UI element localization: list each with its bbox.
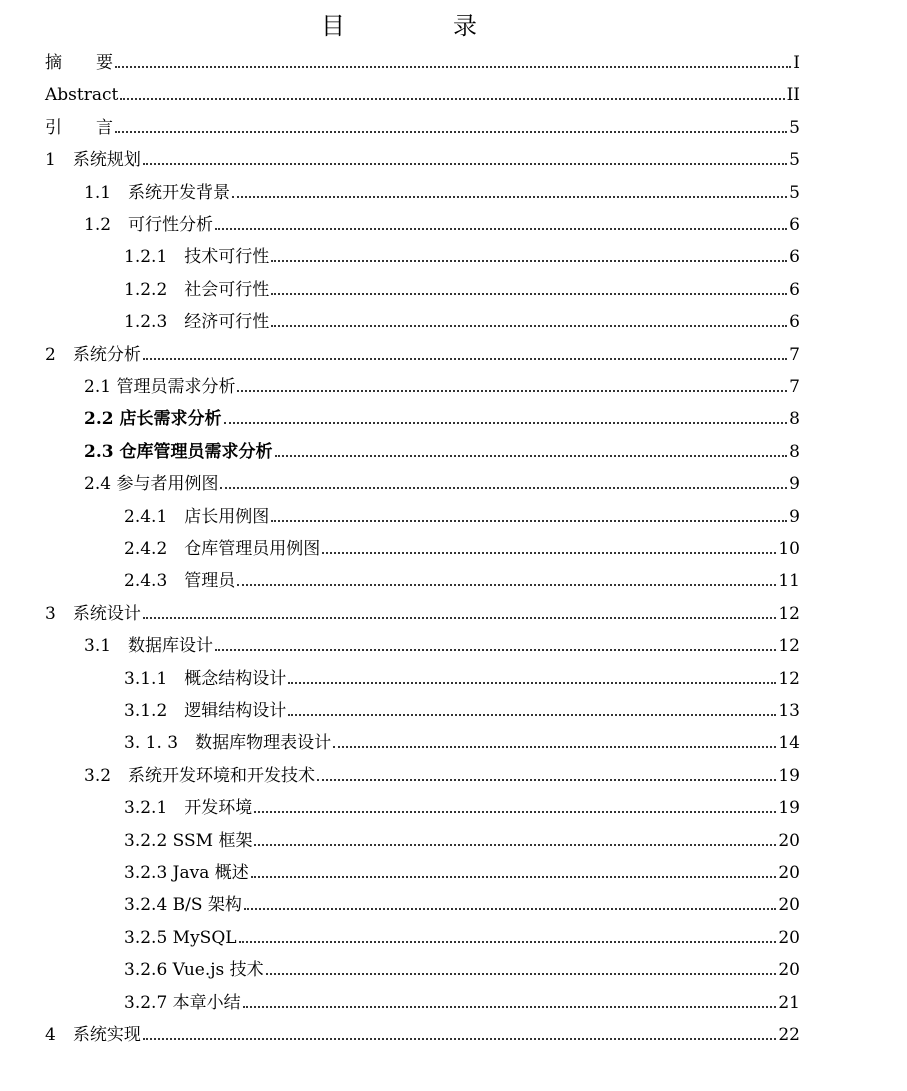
- dot-leader: [254, 844, 776, 846]
- toc-entry-label: 1.2.3 经济可行性: [124, 312, 270, 333]
- toc-entry-page-number: 11: [778, 571, 800, 592]
- dot-leader: [254, 811, 776, 813]
- toc-entry[interactable]: [45, 47, 800, 73]
- toc-entry-label: 2.4.2 仓库管理员用例图: [124, 539, 321, 559]
- toc-entry-label: 3.2 系统开发环境和开发技术: [84, 765, 316, 786]
- toc-entry-page-number: 20: [778, 927, 800, 948]
- toc-entry-label: 2.4.1 店长用例图: [124, 506, 270, 527]
- toc-entry[interactable]: [124, 825, 800, 851]
- dot-leader: [288, 682, 776, 684]
- toc-entry[interactable]: [124, 501, 800, 527]
- toc-entry[interactable]: [124, 533, 800, 559]
- dot-leader: [271, 260, 787, 262]
- dot-leader: [115, 131, 787, 133]
- dot-leader: [115, 66, 791, 68]
- toc-entry[interactable]: [45, 144, 800, 170]
- toc-entry-page-number: 12: [778, 668, 800, 689]
- toc-entry-label: 3.2.3 Java 概述: [124, 863, 249, 883]
- toc-entry-page-number: 9: [789, 506, 800, 527]
- toc-entry[interactable]: [124, 274, 800, 300]
- toc-title: 目 录: [321, 12, 519, 40]
- toc-entry-label: 3.2.4 B/S 架构: [124, 895, 242, 916]
- toc-entry-page-number: 22: [778, 1025, 800, 1045]
- toc-entry-label: 2.1 管理员需求分析: [84, 377, 236, 397]
- toc-entry-page-number: 9: [789, 474, 800, 495]
- toc-entry[interactable]: [45, 79, 800, 105]
- toc-entry-label: 3 系统设计: [45, 603, 141, 624]
- toc-entry-label: 3.1.2 逻辑结构设计: [124, 701, 287, 721]
- dot-leader: [251, 876, 777, 878]
- toc-entry-page-number: 12: [778, 603, 800, 624]
- toc-entry-label: 3.1 数据库设计: [84, 636, 214, 657]
- toc-entry-label: 3.2.7 本章小结: [124, 992, 241, 1013]
- toc-entry-page-number: 6: [789, 215, 800, 235]
- dot-leader: [215, 649, 776, 651]
- dot-leader: [333, 746, 776, 748]
- toc-entry-label: 2.4.3 管理员: [124, 571, 236, 592]
- toc-entry-label: 3.2.2 SSM 框架: [124, 830, 253, 851]
- toc-entry-page-number: 5: [789, 150, 800, 171]
- toc-entry-page-number: 6: [789, 312, 800, 333]
- toc-entry-label: 摘 要: [45, 53, 113, 73]
- toc-entry[interactable]: [84, 403, 800, 429]
- toc-entry[interactable]: [124, 663, 800, 689]
- toc-entry[interactable]: [124, 306, 800, 332]
- toc-entry[interactable]: [45, 1019, 800, 1045]
- toc-entry-label: 2.3 仓库管理员需求分析: [84, 441, 273, 462]
- toc-entry-page-number: 20: [778, 830, 800, 851]
- toc-entry[interactable]: [45, 598, 800, 624]
- toc-entry-label: 3. 1. 3 数据库物理表设计: [124, 733, 332, 754]
- toc-entry-page-number: 21: [778, 992, 800, 1013]
- toc-entry-page-number: I: [793, 53, 800, 73]
- toc-entry[interactable]: [84, 371, 800, 397]
- toc-entry[interactable]: [84, 209, 800, 235]
- toc-entry[interactable]: [84, 760, 800, 786]
- toc-entry[interactable]: [124, 857, 800, 883]
- toc-entry-page-number: 7: [789, 377, 800, 397]
- dot-leader: [143, 1038, 777, 1040]
- dot-leader: [232, 196, 787, 198]
- toc-entry[interactable]: [84, 177, 800, 203]
- dot-leader: [120, 98, 784, 100]
- toc-entry[interactable]: [124, 792, 800, 818]
- dot-leader: [143, 358, 787, 360]
- toc-entry-page-number: II: [786, 85, 800, 106]
- dot-leader: [244, 908, 776, 910]
- toc-entry-label: 3.2.1 开发环境: [124, 798, 253, 819]
- dot-leader: [224, 422, 788, 424]
- toc-entry-page-number: 19: [778, 765, 800, 786]
- toc-entry[interactable]: [124, 987, 800, 1013]
- dot-leader: [239, 941, 777, 943]
- toc-entry-page-number: 20: [778, 895, 800, 916]
- dot-leader: [143, 163, 787, 165]
- toc-entry[interactable]: [84, 436, 800, 462]
- toc-entry[interactable]: [45, 339, 800, 365]
- dot-leader: [288, 714, 776, 716]
- toc-entry-label: 1 系统规划: [45, 150, 141, 171]
- toc-entry[interactable]: [84, 630, 800, 656]
- toc-entry-label: 3.1.1 概念结构设计: [124, 668, 287, 689]
- toc-entry-page-number: 5: [789, 182, 800, 203]
- toc-entry[interactable]: [45, 112, 800, 138]
- dot-leader: [271, 520, 787, 522]
- dot-leader: [266, 973, 777, 975]
- toc-entry-page-number: 10: [778, 539, 800, 559]
- toc-entry-page-number: 20: [778, 960, 800, 981]
- toc-entry-label: 2.2 店长需求分析: [84, 409, 222, 430]
- toc-entry-page-number: 19: [778, 798, 800, 819]
- toc-entry-page-number: 8: [789, 441, 800, 462]
- dot-leader: [243, 1006, 777, 1008]
- toc-entry[interactable]: [124, 922, 800, 948]
- toc-entry-page-number: 5: [789, 117, 800, 138]
- toc-entry-label: 4 系统实现: [45, 1025, 141, 1045]
- toc-entry-label: 1.2.1 技术可行性: [124, 247, 270, 268]
- toc-entry-page-number: 6: [789, 247, 800, 268]
- toc-entry-page-number: 13: [778, 701, 800, 721]
- dot-leader: [220, 487, 787, 489]
- toc-entry-label: 1.1 系统开发背景: [84, 182, 231, 203]
- toc-entry-page-number: 12: [778, 636, 800, 657]
- toc-entry-label: 2.4 参与者用例图: [84, 474, 219, 495]
- dot-leader: [237, 584, 776, 586]
- toc-entry-page-number: 8: [789, 409, 800, 430]
- dot-leader: [237, 390, 787, 392]
- toc-entry-page-number: 7: [789, 344, 800, 365]
- toc-entry-label: 3.2.5 MySQL: [124, 927, 237, 948]
- toc-entry-page-number: 14: [778, 733, 800, 754]
- toc-entry-page-number: 20: [778, 863, 800, 883]
- dot-leader: [317, 779, 776, 781]
- toc-entry[interactable]: [124, 727, 800, 753]
- toc-entry-page-number: 6: [789, 279, 800, 300]
- toc-entry-label: 1.2.2 社会可行性: [124, 279, 270, 300]
- toc-entry-label: Abstract: [45, 85, 119, 106]
- dot-leader: [271, 325, 787, 327]
- dot-leader: [275, 455, 788, 457]
- toc-entry[interactable]: [124, 954, 800, 980]
- dot-leader: [143, 617, 777, 619]
- toc-entry[interactable]: [124, 695, 800, 721]
- toc-entry[interactable]: [124, 565, 800, 591]
- toc-entry[interactable]: [124, 241, 800, 267]
- toc-entry-label: 2 系统分析: [45, 344, 141, 365]
- toc-entry[interactable]: [84, 468, 800, 494]
- toc-entry-label: 1.2 可行性分析: [84, 215, 214, 235]
- toc-entry-label: 引 言: [45, 117, 113, 138]
- dot-leader: [322, 552, 776, 554]
- dot-leader: [215, 228, 787, 230]
- toc-entry[interactable]: [124, 889, 800, 915]
- toc-entry-label: 3.2.6 Vue.js 技术: [124, 960, 264, 981]
- dot-leader: [271, 293, 787, 295]
